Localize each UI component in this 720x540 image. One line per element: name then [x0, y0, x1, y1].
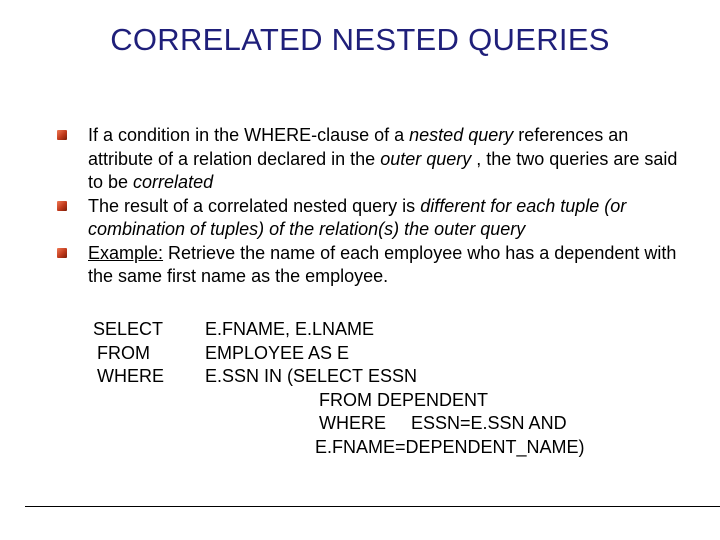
bullet-icon: [57, 130, 67, 140]
bullet-list: [57, 124, 697, 289]
bullet-item: [57, 124, 697, 195]
bullet-icon: [57, 248, 67, 258]
slide-title: CORRELATED NESTED QUERIES: [110, 22, 610, 57]
sql-keyword-from: FROM: [97, 342, 150, 363]
sql-keyword-select: SELECT: [93, 319, 164, 339]
bullet-text: The result of a correlated nested query is different for each tuple (or combination of tuples) of the relation(s) the outer query: [88, 195, 627, 239]
bullet-item: [57, 242, 697, 289]
bullet-item: [57, 195, 697, 242]
sql-subquery-where: WHERE ESSN=E.SSN AND: [319, 413, 567, 433]
footer-divider: [25, 506, 720, 507]
bullet-icon: [57, 201, 67, 211]
bullet-text: If a condition in the WHERE-clause of a nested query references an attribute of a relation declared in the outer query , the two queries are said to be correlated: [88, 125, 678, 192]
sql-subquery-from: FROM DEPENDENT: [319, 389, 489, 410]
sql-keyword-where: WHERE: [97, 366, 164, 386]
bullet-text: Example: Retrieve the name of each employee who has a dependent with the same first name as the employee.: [88, 242, 677, 286]
sql-where-clause: E.SSN IN (SELECT ESSN: [205, 366, 418, 386]
sql-select-clause: E.FNAME, E.LNAME: [205, 319, 375, 339]
sql-subquery-condition: E.FNAME=DEPENDENT_NAME): [315, 436, 585, 457]
sql-from-clause: EMPLOYEE AS E: [205, 342, 350, 363]
